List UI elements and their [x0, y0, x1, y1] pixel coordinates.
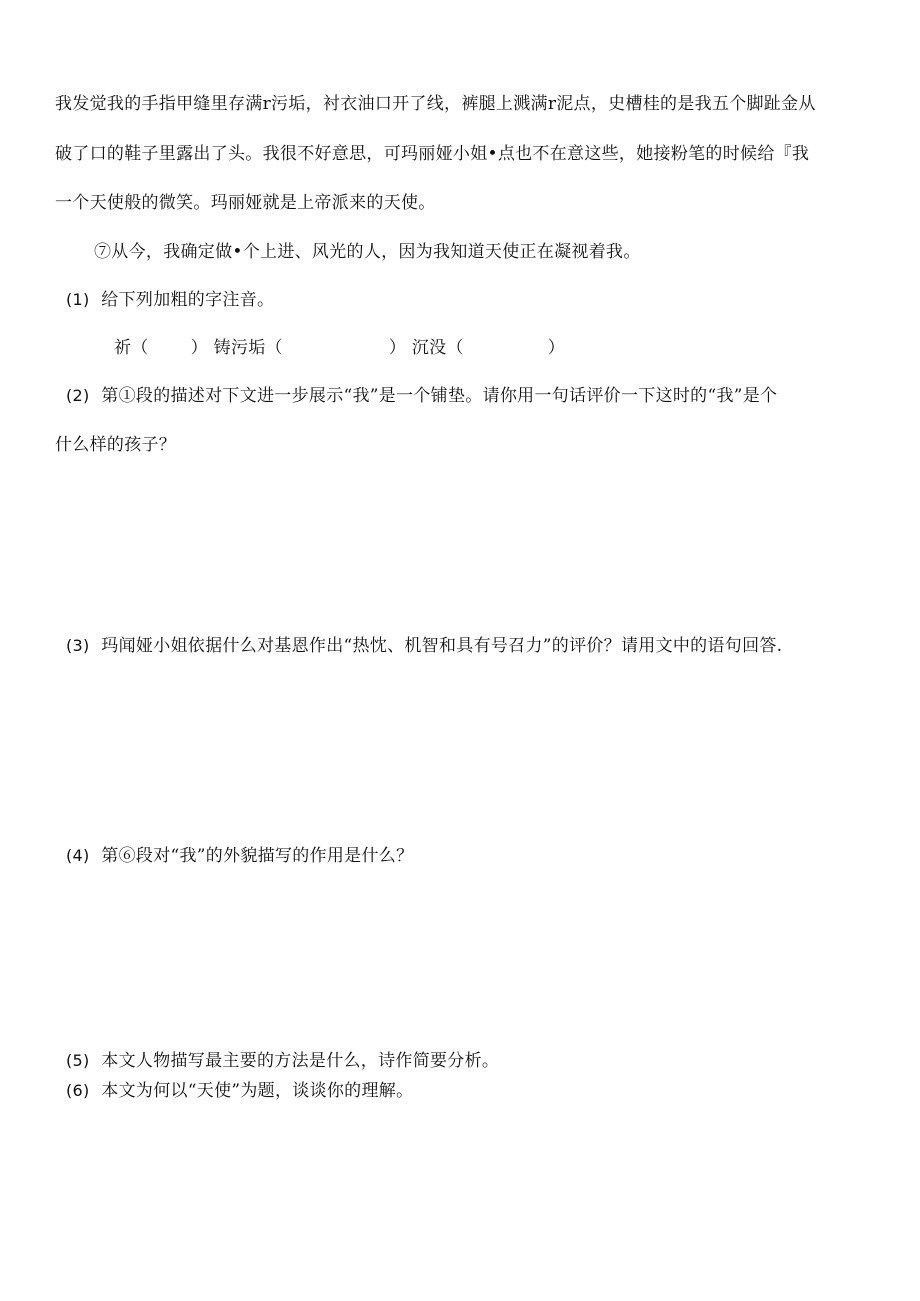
question-3	[66, 634, 782, 658]
answer-area-2[interactable]	[55, 470, 865, 620]
question-1-number: (1)	[66, 290, 90, 309]
question-6-text: 本文为何以“天使”为题，谈谈你的理解。	[101, 1081, 414, 1101]
question-3-number: (3)	[66, 636, 90, 655]
question-1-items	[114, 336, 565, 360]
question-6-number: (6)	[66, 1081, 90, 1100]
question-4-text: 第⑥段对“我”的外貌描写的作用是什么？	[101, 846, 414, 866]
question-4	[66, 844, 413, 868]
question-2-number: (2)	[66, 386, 90, 405]
question-1-text: 给下列加粗的字注音。	[101, 290, 275, 310]
question-2	[66, 384, 777, 408]
question-1	[66, 288, 274, 312]
passage-line-2: 破了口的鞋子里露出了头。我很不好意思，可玛丽娅小姐•点也不在意这些，她接粉笔的时候给『我	[55, 144, 810, 164]
pinyin-item-b-open: 铸污垢（	[213, 338, 283, 358]
passage-line-3: 一个天使般的微笑。玛丽娅就是上帝派来的天使。	[55, 193, 436, 213]
pinyin-item-a-close: ）	[190, 338, 208, 358]
question-5-number: (5)	[66, 1051, 90, 1070]
passage-line-1: 我发觉我的手指甲缝里存满r污垢，衬衣油口开了线，裤腿上溅满r泥点，史槽桂的是我五个脚趾金从	[55, 94, 816, 114]
question-4-number: (4)	[66, 846, 90, 865]
pinyin-item-c-open: 沉没（	[411, 338, 464, 358]
pinyin-item-a-open: 祈（	[114, 338, 149, 358]
pinyin-item-b-close: ）	[388, 338, 407, 358]
question-6	[66, 1079, 413, 1103]
passage-paragraph-7: ⑦从今，我确定做•个上进、风光的人，因为我知道天使正在凝视着我。	[94, 242, 641, 262]
question-2-text-line-2: 什么样的孩子？	[55, 435, 177, 455]
question-3-text: 玛闻娅小姐依据什么对基恩作出“热忱、机智和具有号召力”的评价？请用文中的语句回答.	[101, 636, 783, 656]
question-2-text: 第①段的描述对下文进一步展示“我”是一个铺垫。请你用一句话评价一下这时的“我”是个	[101, 386, 778, 406]
pinyin-item-c-close: ）	[547, 338, 566, 358]
question-5	[66, 1049, 499, 1073]
answer-area-6[interactable]	[55, 1115, 865, 1275]
answer-area-3[interactable]	[55, 670, 865, 830]
question-5-text: 本文人物描写最主要的方法是什么，诗作简要分析。	[101, 1051, 500, 1071]
answer-area-4[interactable]	[55, 880, 865, 1040]
